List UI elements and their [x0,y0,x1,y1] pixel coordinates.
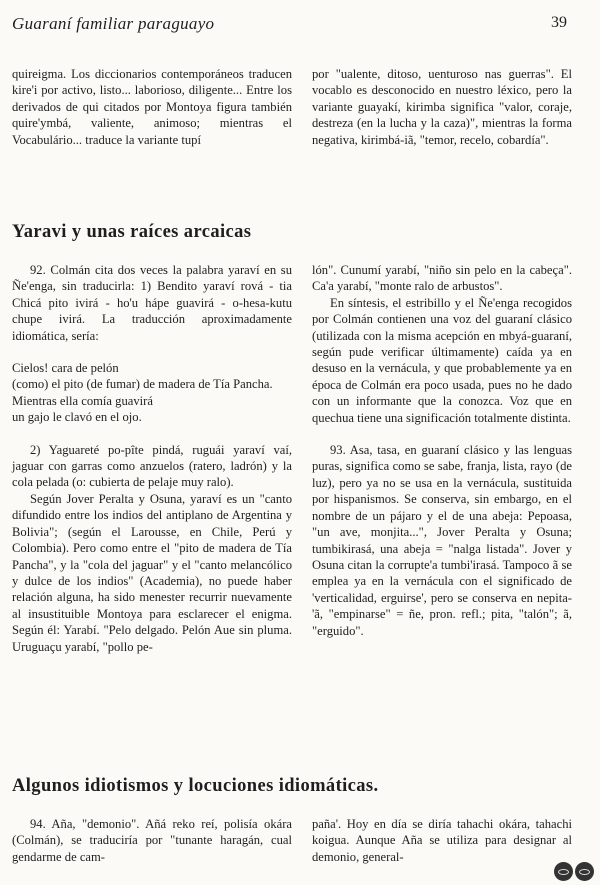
paragraph: quireigma. Los diccionarios contemporáneos traducen kire'i por activo, listo... laborioso, diligente... Entre los derivados de qui citados por Montoya figura también quire'ymbá, valiente, animoso; mientras el Vocabulário... traduce la variante tupí [12,67,292,147]
verse-line: Cielos! cara de pelón [12,361,119,376]
section-1-left-column [12,66,292,148]
verse-line: Mientras ella comía guavirá [12,393,153,408]
section-3-left-column [12,816,292,865]
verse-line: (como) el pito (de fumar) de madera de Tía Pancha. [12,377,273,392]
section-heading: Yaravi y unas raíces arcaicas [12,222,252,242]
section-heading: Algunos idiotismos y locuciones idiomáticas. [12,776,379,796]
paragraph: lón". Cunumí yarabí, "niño sin pelo en la cabeça". Ca'a yarabí, "monte ralo de arbustos". [312,263,572,294]
section-2-right-column [312,262,572,639]
paragraph: 2) Yaguareté po-pîte pindá, ruguái yaraví vaí, jaguar con garras como anzuelos (ratero, ladrón) y la cola pelada (o: cubierta de pelaje muy ralo). [12,442,292,490]
running-head-title: Guaraní familiar paraguayo [12,14,215,33]
eye-icon [575,862,594,881]
section-1-right-column [312,66,572,148]
eye-icon [554,862,573,881]
corner-icons [554,862,594,881]
paragraph: 93. Asa, tasa, en guaraní clásico y las lenguas puras, significa como se sabe, franja, lista, rayo (de luz), pero ya no se usa en la vernácula, sustituida por hispanismos. Se conserva, sin embargo, en el nombre de un pájaro y el de una abeja: Pepoasa, "un ave, monjita...", Jover Peralta y Osuna; tumbikirasá, una abeja = "nalga listada". Jover y Osuna citan la corrupte'a tumbi'irasá. Tampoco ã se emplea ya en la vernácula con el significado de 'verticalidad, erguirse', pero se conserva en nepita-'ã, "empinarse" = ñe, pron. refl.; pita, "talón"; ã, "erguido". [312,443,572,638]
section-3-right-column [312,816,572,865]
paragraph: 92. Colmán cita dos veces la palabra yaraví en su Ñe'enga, sin traducirla: 1) Bendito yaraví rová - tia Chicá pito ivirá - ho'u hápe guavirá - o-hesa-kutu chupe ivirá. La traducción aproximadamente idiomática, sería: [12,263,292,343]
paragraph: En síntesis, el estribillo y el Ñe'enga recogidos por Colmán contienen una voz del guaraní clásico (utilizada con la misma acepción en mbyá-guaraní, según pude verificar últimamente) caída ya en desuso en la vernácula, y que probablemente ya en época de Colmán era poco usada, pues no he dado con un informante que la conozca. Voz que en quechua tiene una significación totalmente distinta. [312,295,572,425]
verse-line: un gajo le clavó en el ojo. [12,410,142,425]
paragraph: Según Jover Peralta y Osuna, yaraví es un "canto difundido entre los indios del antiplano de Argentina y Bolivia"; (según el Larousse, en Chile, Perú y Colombia). Pero como entre el "pito de madera de Tía Pancha", y la "cola del jaguar" y el "canto melancólico y dulce de los indios" (Academia), no puede haber relación alguna, ha sido menester recurrir nuevamente al insustituible Montoya para esclarecer el enigma. Según él: Yarabí. "Pelo delgado. Pelón Aue sin pluma. Uruguaçu yarabí, "pollo pe- [12,491,292,654]
section-2-left-column [12,262,292,655]
page-number: 39 [551,14,567,31]
paragraph: por "ualente, ditoso, uenturoso nas guerras". El vocablo es desconocido en nuestro léxico, pero la variante guayakí, kirimba significa "valor, coraje, destreza (en la lucha y la caza)", mientras la forma negativa, kirimbá-iã, "temor, recelo, cobardía". [312,67,572,147]
paragraph: 94. Aña, "demonio". Añá reko reí, polisía okára (Colmán), se traduciría por "tunante haragán, cual gendarme de cam- [12,817,292,864]
paragraph: paña'. Hoy en día se diría tahachi okára, tahachi koigua. Aunque Aña se utiliza para designar al demonio, general- [312,817,572,864]
